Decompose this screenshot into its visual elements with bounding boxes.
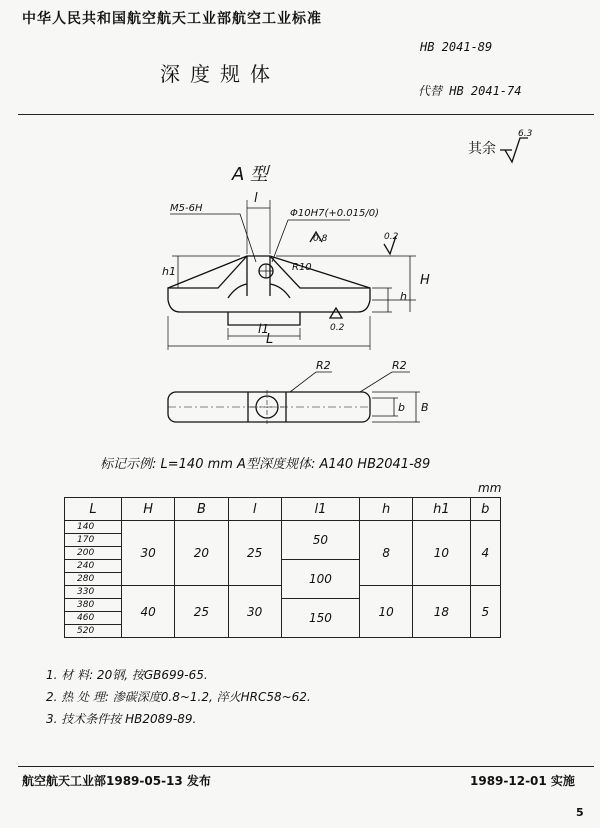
cell-l1: 100 (281, 560, 359, 599)
table-header-row (65, 498, 501, 521)
roughness-rest-value: 6.3 (518, 129, 533, 139)
cell-H: 30 (122, 521, 175, 586)
cell-b: 5 (470, 586, 500, 638)
col-header-H: H (122, 498, 175, 521)
dim-H-label: H (420, 273, 430, 288)
cell-l1: 50 (281, 521, 359, 560)
unit-label: mm (478, 481, 502, 495)
dim-B-label: B (421, 401, 429, 414)
col-header-b: b (470, 498, 500, 521)
cell-h1: 10 (413, 521, 470, 586)
front-view-fillets (228, 284, 290, 298)
cell-L: 140 (65, 521, 122, 534)
radius-r2-label-a: R2 (316, 359, 331, 372)
ra-bore-label: 0.8 (313, 234, 328, 244)
bore-label: Φ10H7(+0.015/0) (290, 208, 380, 219)
cell-b: 4 (470, 521, 500, 586)
note-material: 1. 材 料: 20钢, 按GB699-65. (46, 668, 208, 682)
cell-B: 20 (175, 521, 228, 586)
standard-code: HB 2041-89 (420, 40, 493, 54)
col-header-h1: h1 (413, 498, 470, 521)
technical-notes (46, 664, 311, 730)
cell-L: 380 (65, 599, 122, 612)
page-number: 5 (576, 806, 584, 819)
col-header-L: L (65, 498, 122, 521)
r2-leader-a (290, 372, 332, 392)
document-name: 深度规体 (160, 62, 280, 86)
cell-B: 25 (175, 586, 228, 638)
note-technical-conditions: 3. 技术条件按 HB2089-89. (46, 712, 197, 726)
cell-l1: 150 (281, 599, 359, 638)
dimension-table (64, 497, 501, 638)
dim-b-label: b (398, 401, 405, 414)
extension-lines-B (372, 392, 420, 422)
cell-L: 170 (65, 534, 122, 547)
cell-L: 520 (65, 625, 122, 638)
cell-L: 280 (65, 573, 122, 586)
col-header-B: B (175, 498, 228, 521)
ra-top-label: 0.2 (384, 232, 399, 242)
radius-r10-label: R10 (292, 262, 312, 273)
thread-label: M5-6H (170, 203, 203, 214)
dim-L-label: L (266, 332, 274, 347)
effective-date: 1989-12-01 实施 (470, 774, 575, 788)
front-view-stem (247, 256, 270, 296)
issue-info: 航空航天工业部1989-05-13 发布 (22, 774, 211, 788)
cell-l: 30 (228, 586, 281, 638)
cell-h: 8 (360, 521, 413, 586)
cell-L: 330 (65, 586, 122, 599)
cell-L: 460 (65, 612, 122, 625)
dim-h-label: h (400, 290, 407, 303)
cell-l: 25 (228, 521, 281, 586)
cell-H: 40 (122, 586, 175, 638)
front-view-slopes (168, 256, 370, 288)
cell-L: 240 (65, 560, 122, 573)
col-header-l: l (228, 498, 281, 521)
dim-h1-label: h1 (162, 265, 176, 278)
col-header-h: h (360, 498, 413, 521)
replaces-standard: 代替 HB 2041-74 (418, 84, 522, 98)
table-row (65, 521, 501, 534)
type-label: A 型 (232, 164, 269, 185)
standard-body-title: 中华人民共和国航空航天工业部航空工业标准 (22, 11, 322, 27)
ra-bottom-symbol (330, 308, 342, 318)
note-heat-treatment: 2. 热 处 理: 渗碳深度0.8~1.2, 淬火HRC58~62. (46, 690, 311, 704)
cell-L: 200 (65, 547, 122, 560)
roughness-rest-label: 其余 (468, 141, 496, 157)
footer-divider (18, 766, 594, 767)
dim-l1-label: l1 (258, 322, 269, 336)
cell-h: 10 (360, 586, 413, 638)
radius-r2-label-b: R2 (392, 359, 407, 372)
ra-bottom-label: 0.2 (330, 323, 345, 333)
dim-l-label: l (254, 191, 258, 206)
marking-example: 标记示例: L=140 mm A型深度规体: A140 HB2041-89 (100, 457, 431, 472)
r2-leader-b (360, 372, 410, 392)
cell-h1: 18 (413, 586, 470, 638)
col-header-l1: l1 (281, 498, 359, 521)
thread-leader (170, 214, 256, 262)
